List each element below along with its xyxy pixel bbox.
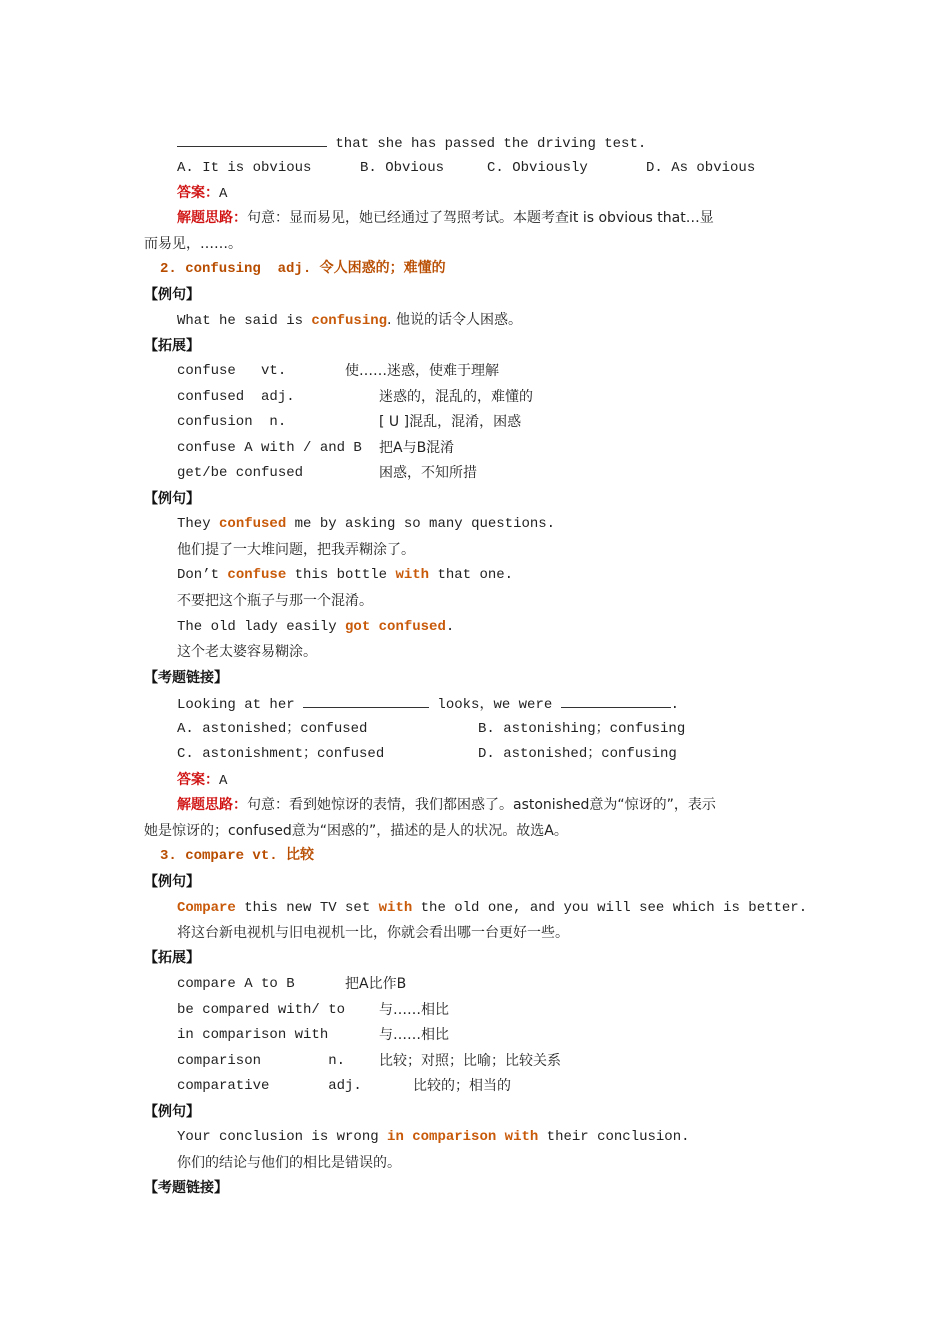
- extension-term: comparison n.: [177, 1053, 346, 1069]
- example-translation: 不要把这个瓶子与那一个混淆。: [177, 593, 373, 609]
- example-sentence: Compare this new TV set with the old one, and you will see which is better.: [177, 900, 808, 916]
- option-c: C. astonishment；confused: [177, 746, 385, 762]
- example-translation: 你们的结论与他们的相比是错误的。: [177, 1155, 401, 1171]
- answer-blank[interactable]: [177, 132, 327, 147]
- answer-line: [177, 770, 227, 791]
- analysis-line-2: 她是惊讶的；confused意为“困惑的”，描述的是人的状况。故选A。: [144, 823, 568, 839]
- section-label-example: 【例句】: [144, 1104, 200, 1120]
- example-translation: 他们提了一大堆问题，把我弄糊涂了。: [177, 542, 415, 558]
- section-label-example: 【例句】: [144, 874, 200, 890]
- extension-meaning: 比较的；相当的: [413, 1078, 511, 1094]
- option-c: C. Obviously: [487, 160, 588, 176]
- example-sentence: The old lady easily got confused.: [177, 619, 455, 635]
- extension-term: confused adj.: [177, 389, 295, 405]
- section-label-example: 【例句】: [144, 287, 200, 303]
- example-sentence: They confused me by asking so many questions.: [177, 516, 556, 532]
- answer-label: 答案：: [177, 185, 219, 201]
- extension-meaning: [ U ]混乱，混淆，困惑: [379, 414, 522, 430]
- question-stem: Looking at her looks，we were .: [177, 693, 679, 715]
- extension-meaning: 把A比作B: [345, 976, 407, 992]
- option-a: A. It is obvious: [177, 160, 312, 176]
- analysis-line-1: 解题思路：句意：显而易见，她已经通过了驾照考试。本题考查it is obvious that…显: [177, 210, 714, 226]
- extension-term: confuse A with / and B: [177, 440, 362, 456]
- answer-blank[interactable]: [303, 693, 429, 708]
- option-d: D. astonished；confusing: [478, 746, 677, 762]
- extension-term: get/be confused: [177, 465, 304, 481]
- example-sentence: What he said is confusing. 他说的话令人困惑。: [177, 312, 522, 329]
- extension-term: confuse vt.: [177, 363, 287, 379]
- extension-meaning: 把A与B混淆: [379, 440, 455, 456]
- answer-blank[interactable]: [561, 693, 671, 708]
- analysis-label: 解题思路：: [177, 210, 247, 226]
- section-label-example: 【例句】: [144, 491, 200, 507]
- extension-term: be compared with/ to: [177, 1002, 346, 1018]
- extension-term: confusion n.: [177, 414, 287, 430]
- answer-label: 答案：: [177, 772, 219, 788]
- section-label-extension: 【拓展】: [144, 950, 200, 966]
- example-translation: 将这台新电视机与旧电视机一比，你就会看出哪一台更好一些。: [177, 925, 569, 941]
- analysis-line-2: 而易见，……。: [144, 236, 242, 252]
- extension-meaning: 与……相比: [379, 1027, 449, 1043]
- question-stem: that she has passed the driving test.: [177, 132, 646, 154]
- option-d: D. As obvious: [646, 160, 756, 176]
- answer-line: [177, 183, 227, 204]
- extension-meaning: 迷惑的，混乱的，难懂的: [379, 389, 533, 405]
- section-label-extension: 【拓展】: [144, 338, 200, 354]
- option-a: A. astonished；confused: [177, 721, 368, 737]
- extension-meaning: 困惑，不知所措: [379, 465, 477, 481]
- analysis-label: 解题思路：: [177, 797, 247, 813]
- extension-term: in comparison with: [177, 1027, 329, 1043]
- example-sentence: Your conclusion is wrong in comparison with their conclusion.: [177, 1129, 690, 1145]
- example-sentence: Don’t confuse this bottle with that one.: [177, 567, 514, 583]
- answer-value: A: [219, 773, 228, 789]
- extension-meaning: 使……迷惑，使难于理解: [345, 363, 499, 379]
- word-title-confusing: 2. confusing adj. 令人困惑的；难懂的: [160, 261, 446, 277]
- option-b: B. Obvious: [360, 160, 445, 176]
- extension-term: comparative adj.: [177, 1078, 362, 1094]
- answer-value: A: [219, 186, 228, 202]
- example-translation: 这个老太婆容易糊涂。: [177, 644, 317, 660]
- extension-meaning: 与……相比: [379, 1002, 449, 1018]
- word-title-compare: 3. compare vt. 比较: [160, 848, 315, 864]
- option-b: B. astonishing；confusing: [478, 721, 686, 737]
- extension-meaning: 比较；对照；比喻；比较关系: [379, 1053, 561, 1069]
- analysis-line-1: 解题思路：句意：看到她惊讶的表情，我们都困惑了。astonished意为“惊讶的”，表示: [177, 797, 716, 813]
- section-label-exam-link: 【考题链接】: [144, 1180, 228, 1196]
- section-label-exam-link: 【考题链接】: [144, 670, 228, 686]
- extension-term: compare A to B: [177, 976, 295, 992]
